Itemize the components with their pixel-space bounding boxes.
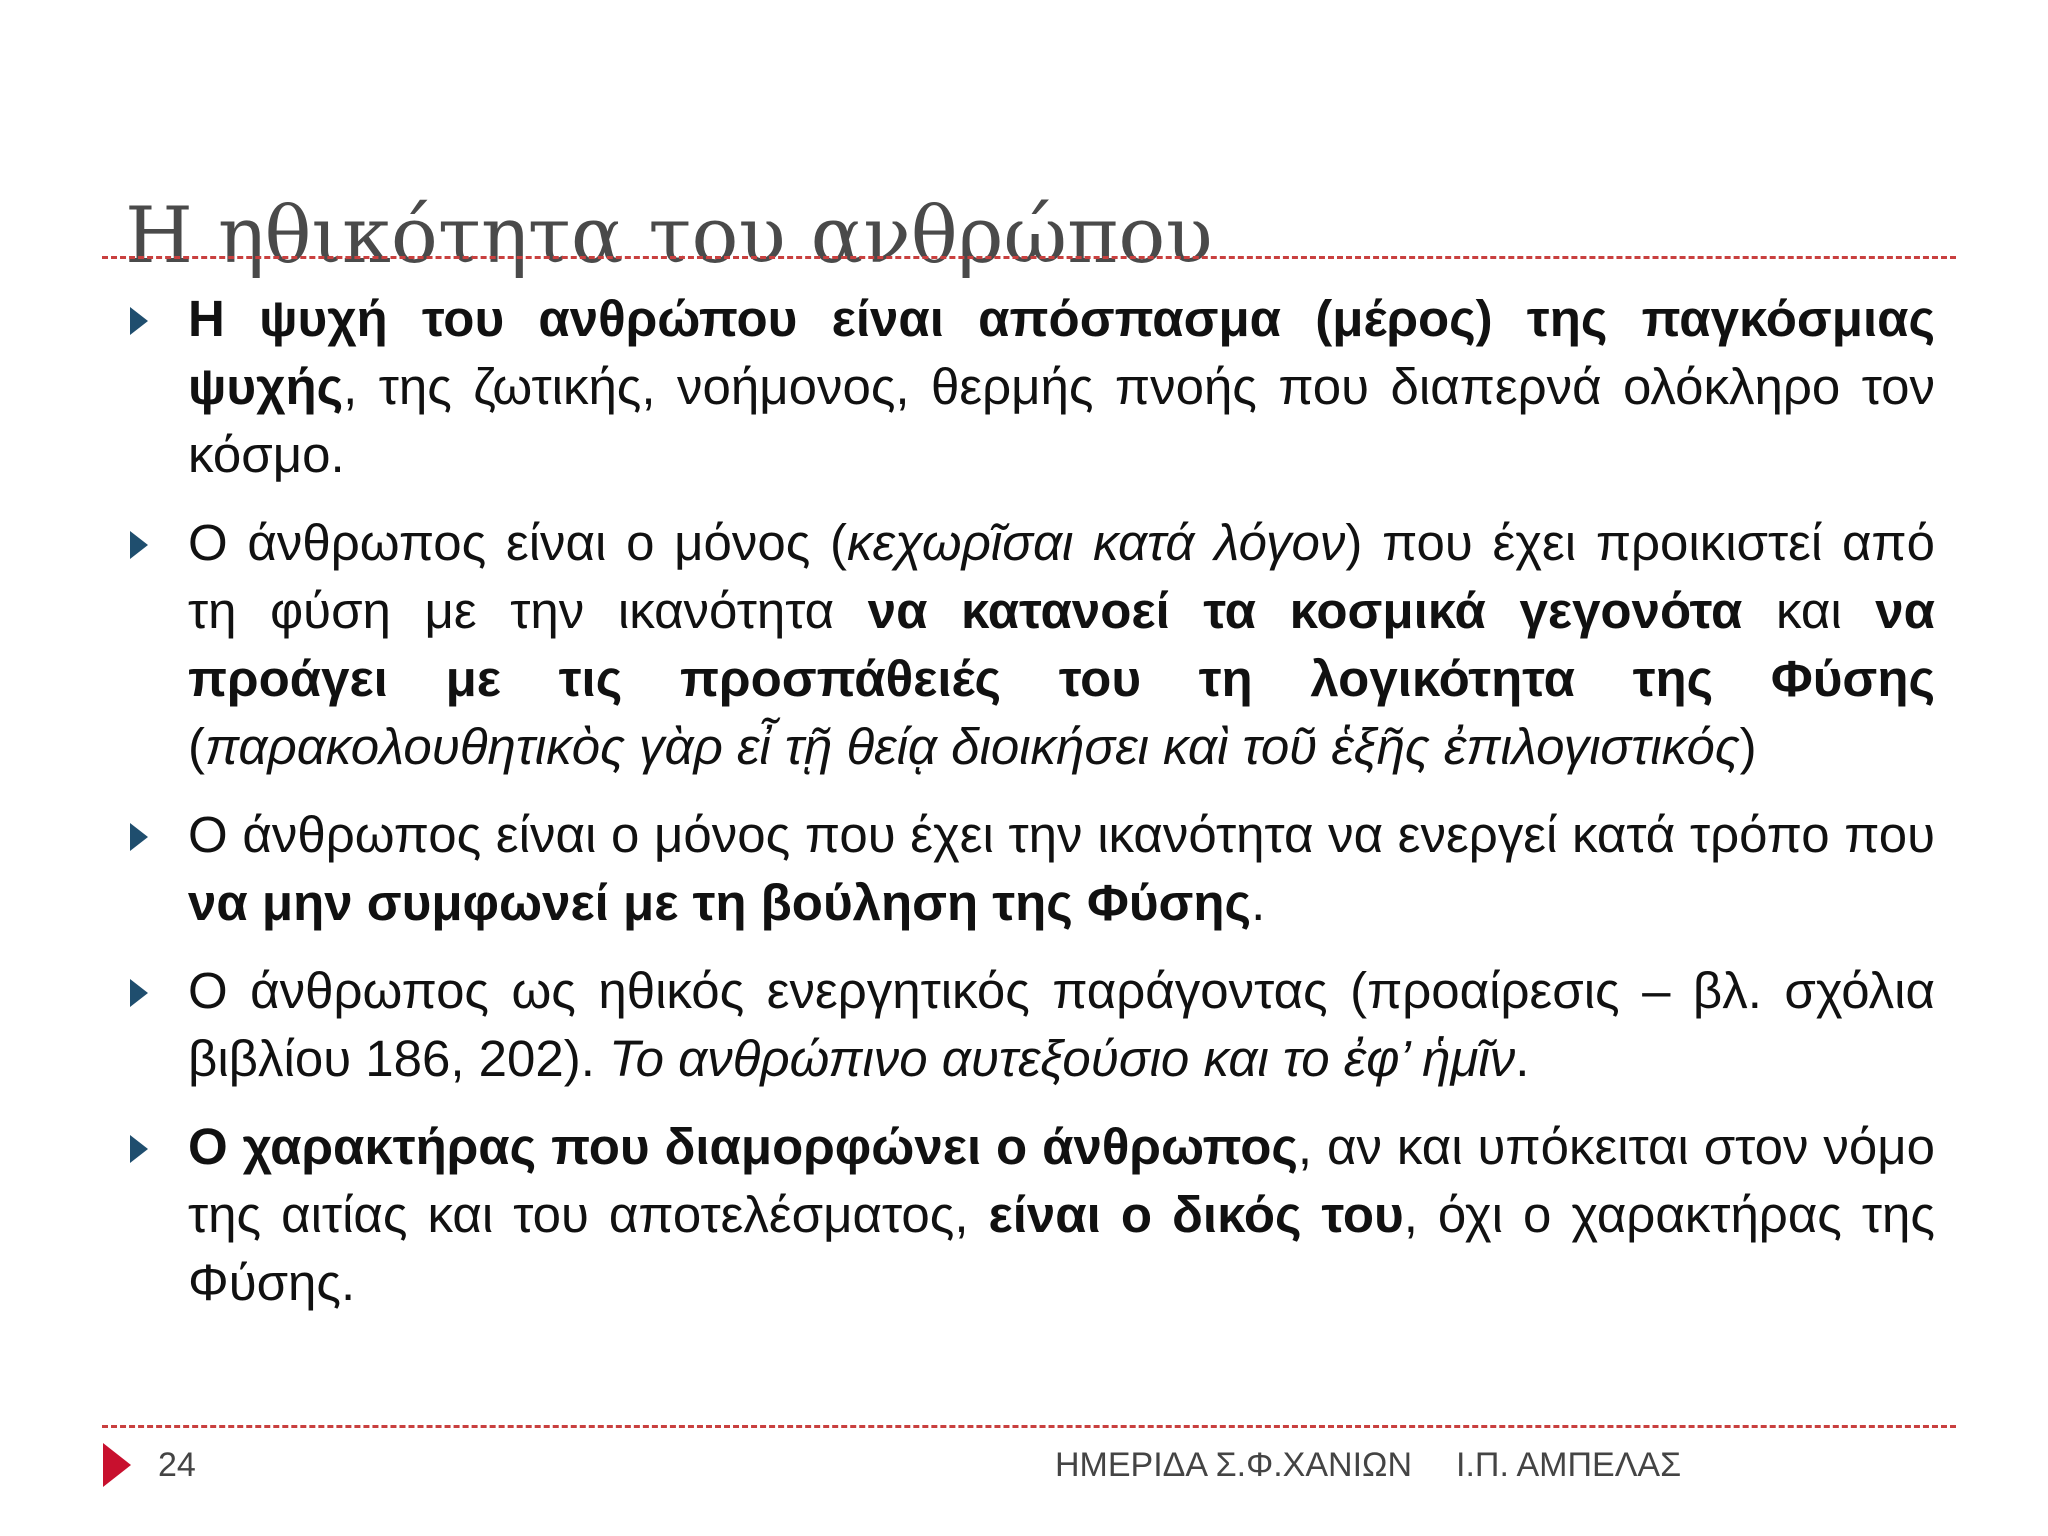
bullet-text — [188, 801, 1935, 937]
bullet-triangle-icon — [130, 307, 148, 335]
bullet-segment: . — [1515, 1030, 1530, 1087]
bullet-segment: να προάγει με τις προσπάθειές του τη λογικότητα της Φύσης — [188, 582, 1936, 707]
title-divider — [102, 256, 1956, 259]
bullet-segment: Ο χαρακτήρας που διαμορφώνει ο άνθρωπος — [188, 1118, 1298, 1175]
bullet-text — [188, 957, 1935, 1093]
footer-event: ΗΜΕΡΙΔΑ Σ.Φ.ΧΑΝΙΩΝ — [1055, 1446, 1412, 1484]
bullet-segment: να κατανοεί τα κοσμικά γεγονότα — [867, 582, 1743, 639]
bullet-segment: . — [1251, 874, 1266, 931]
slide-title: Η ηθικότητα του ανθρώπου — [125, 191, 1213, 282]
bullet-text — [188, 285, 1935, 489]
bullet-segment: και — [1742, 582, 1876, 639]
bullet-segment: παρακολουθητικὸς γὰρ εἶ τῇ θείᾳ διοικήσει καὶ τοῦ ἑξῆς ἐπιλογιστικός — [204, 718, 1740, 775]
bullet-triangle-icon — [130, 1135, 148, 1163]
bullet-segment: ) που έχει προικιστεί από τη φύση με την ικανότητα — [188, 514, 1935, 639]
page-number: 24 — [158, 1446, 196, 1484]
bullet-triangle-icon — [130, 979, 148, 1007]
bullet-segment: ( — [188, 718, 205, 775]
bullet-segment: Το ανθρώπινο αυτεξούσιο και το ἐφ’ ἡμῖν — [609, 1030, 1516, 1087]
bullet-segment: , της ζωτικής, νοήμονος, θερμής πνοής που διαπερνά ολόκληρο τον κόσμο. — [188, 358, 1935, 483]
bullet-item — [120, 801, 1935, 937]
bullet-segment: Ο άνθρωπος ως ηθικός ενεργητικός παράγοντας (προαίρεσις – βλ. σχόλια βιβλίου 186, 202). — [188, 962, 1935, 1087]
bullet-item — [120, 285, 1935, 489]
bullet-segment: είναι ο δικός του — [988, 1186, 1404, 1243]
footer-divider — [102, 1425, 1956, 1428]
bullet-list — [120, 285, 1935, 1337]
bullet-segment: κεχωρῖσαι κατά λόγον — [847, 514, 1346, 571]
bullet-segment: , όχι ο χαρακτήρας της Φύσης. — [188, 1186, 1935, 1311]
play-arrow-icon — [103, 1443, 131, 1487]
bullet-segment: να μην συμφωνεί με τη βούληση της Φύσης — [188, 874, 1252, 931]
bullet-segment: Ο άνθρωπος είναι ο μόνος ( — [188, 514, 848, 571]
footer-author: Ι.Π. ΑΜΠΕΛΑΣ — [1456, 1446, 1682, 1484]
bullet-segment: Ο άνθρωπος είναι ο μόνος που έχει την ικανότητα να ενεργεί κατά τρόπο που — [188, 806, 1935, 863]
bullet-item — [120, 957, 1935, 1093]
bullet-item — [120, 509, 1935, 781]
footer-credits — [1055, 1445, 1681, 1485]
bullet-segment: ) — [1739, 718, 1757, 775]
bullet-segment: , αν και υπόκειται στον νόμο της αιτίας και του αποτελέσματος, — [188, 1118, 1935, 1243]
bullet-triangle-icon — [130, 823, 148, 851]
bullet-text — [188, 509, 1935, 781]
bullet-text — [188, 1113, 1935, 1317]
bullet-item — [120, 1113, 1935, 1317]
bullet-segment: Η ψυχή του ανθρώπου είναι απόσπασμα (μέρος) της παγκόσμιας ψυχής — [188, 290, 1935, 415]
bullet-triangle-icon — [130, 531, 148, 559]
